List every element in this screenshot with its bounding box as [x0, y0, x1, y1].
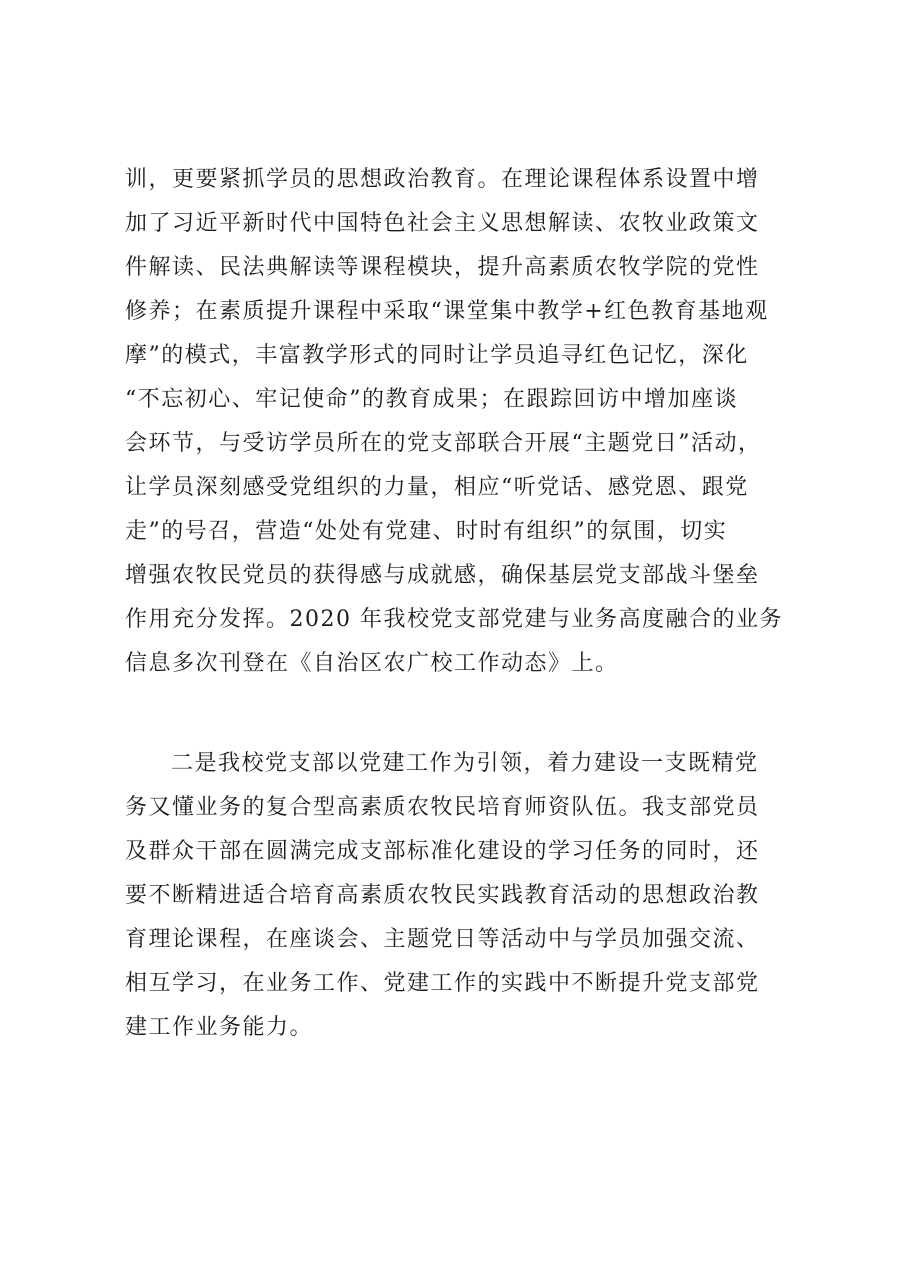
paragraph-line: 件解读、民法典解读等课程模块，提升高素质农牧学院的党性	[125, 255, 760, 280]
paragraph-line: 加了习近平新时代中国特色社会主义思想解读、农牧业政策文	[125, 211, 760, 236]
paragraph-line: 相互学习，在业务工作、党建工作的实践中不断提升党支部党	[125, 971, 760, 996]
paragraph-line: 务又懂业务的复合型高素质农牧民培育师资队伍。我支部党员	[125, 795, 760, 820]
paragraph-line: 要不断精进适合培育高素质农牧民实践教育活动的思想政治教	[125, 883, 760, 908]
paragraph-line: 建工作业务能力。	[125, 1015, 314, 1040]
paragraph-line-first: 二是我校党支部以党建工作为引领，着力建设一支既精党	[171, 751, 759, 776]
paragraph-line: 信息多次刊登在《自治区农广校工作动态》上。	[125, 651, 619, 676]
paragraph-line: 修养；在素质提升课程中采取“课堂集中教学+红色教育基地观	[125, 299, 769, 324]
paragraph-line: 会环节，与受访学员所在的党支部联合开展“主题党日”活动，	[125, 431, 762, 456]
paragraph-line: 走”的号召，营造“处处有党建、时时有组织”的氛围，切实	[125, 519, 728, 544]
paragraph-line: 训，更要紧抓学员的思想政治教育。在理论课程体系设置中增	[125, 167, 760, 192]
paragraph-line: 摩”的模式，丰富教学形式的同时让学员追寻红色记忆，深化	[125, 343, 749, 368]
paragraph-line: “不忘初心、牢记使命”的教育成果；在跟踪回访中增加座谈	[125, 387, 738, 412]
paragraph-line: 增强农牧民党员的获得感与成就感，确保基层党支部战斗堡垒	[125, 563, 760, 588]
paragraph-1	[125, 158, 825, 686]
paragraph-line: 育理论课程，在座谈会、主题党日等活动中与学员加强交流、	[125, 927, 760, 952]
paragraph-2	[125, 742, 825, 1050]
paragraph-line: 及群众干部在圆满完成支部标准化建设的学习任务的同时，还	[125, 839, 760, 864]
paragraph-line: 作用充分发挥。2020 年我校党支部党建与业务高度融合的业务	[125, 607, 783, 632]
paragraph-line: 让学员深刻感受党组织的力量，相应“听党话、感党恩、跟党	[125, 475, 749, 500]
